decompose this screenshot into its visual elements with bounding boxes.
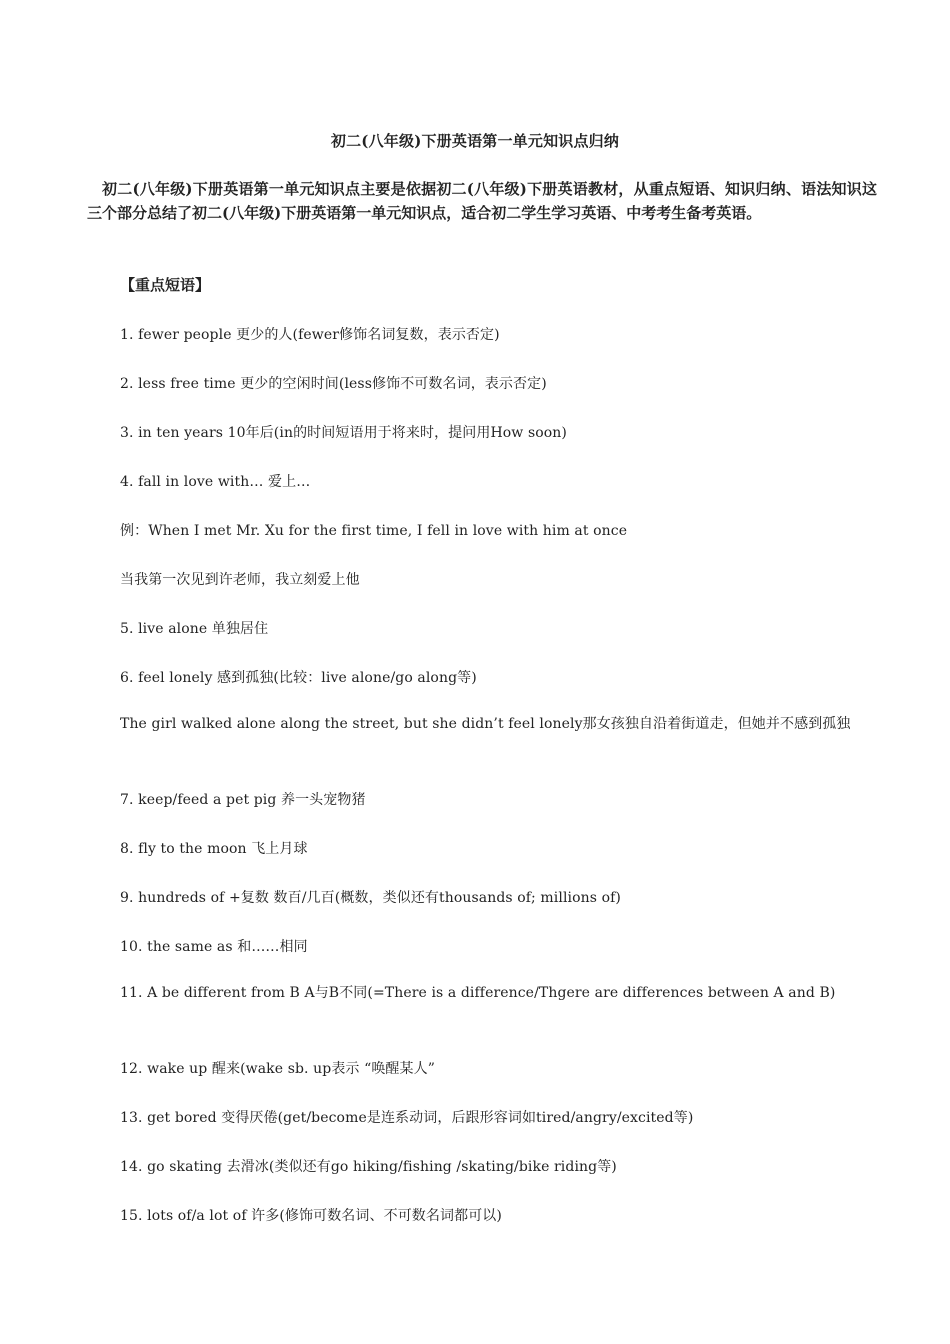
list-item: 9. hundreds of +复数 数百/几百(概数，类似还有thousands of; millions of) [120,890,621,906]
list-item: 5. live alone 单独居住 [120,621,269,637]
list-item: 12. wake up 醒来(wake sb. up表示 “唤醒某人” [120,1061,435,1077]
list-item: 4. fall in love with… 爱上… [120,474,311,490]
list-item: 7. keep/feed a pet pig 养一头宠物猪 [120,792,366,808]
section-heading: 【重点短语】 [120,276,211,294]
list-item: 14. go skating 去滑冰(类似还有go hiking/fishing /skating/bike riding等) [120,1159,617,1175]
example-sentence: The girl walked alone along the street, but she didn’t feel lonely那女孩独自沿着街道走，但她并不感到孤独 [120,716,851,732]
list-item: 1. fewer people 更少的人(fewer修饰名词复数，表示否定) [120,327,500,343]
example-sentence: 例：When I met Mr. Xu for the first time, I fell in love with him at once [120,523,628,539]
list-item: 6. feel lonely 感到孤独(比较：live alone/go along等) [120,670,477,686]
list-item: 3. in ten years 10年后(in的时间短语用于将来时，提问用How soon) [120,425,567,441]
list-item: 13. get bored 变得厌倦(get/become是连系动词，后跟形容词如tired/angry/excited等) [120,1110,694,1126]
list-item: 11. A be different from B A与B不同(=There is a difference/Thgere are differences between A and B) [120,985,836,1001]
list-item: 15. lots of/a lot of 许多(修饰可数名词、不可数名词都可以) [120,1208,502,1224]
list-item: 10. the same as 和……相同 [120,939,308,955]
example-translation: 当我第一次见到许老师，我立刻爱上他 [120,572,360,588]
list-item: 8. fly to the moon 飞上月球 [120,841,308,857]
list-item: 2. less free time 更少的空闲时间(less修饰不可数名词，表示否定) [120,376,547,392]
page-title: 初二(八年级)下册英语第一单元知识点归纳 [330,132,620,150]
intro-paragraph: 初二(八年级)下册英语第一单元知识点主要是依据初二(八年级)下册英语教材，从重点短语、知识归纳、语法知识这三个部分总结了初二(八年级)下册英语第一单元知识点，适合初二学生学习英语、中考考生备考英语。 [87,180,877,222]
